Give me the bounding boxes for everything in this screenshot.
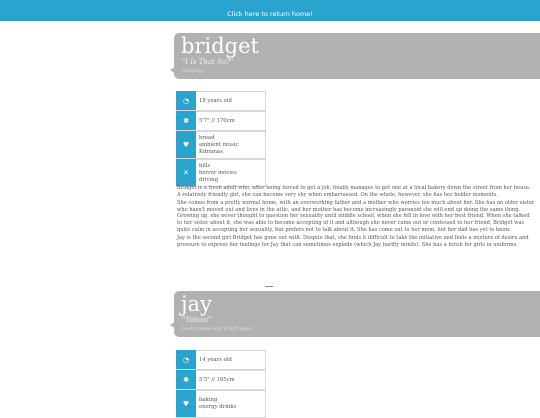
fact-line: Kdramas [199,148,223,155]
person-icon: ✽ [176,111,196,130]
fact-age [176,91,266,111]
fact-line: ambient music [199,141,239,148]
fact-age [176,350,266,370]
fact-line: 5'7" // 170cm [199,117,235,124]
character-subtitle: bushy-tailed and bright-eyed [182,327,252,332]
fact-line: horror movies [199,169,237,176]
x-icon: ✕ [176,159,196,186]
fact-line: bills [199,162,211,169]
clock-icon: ◔ [176,91,196,110]
fact-height [176,370,266,390]
bio-paragraph: Bridget is a fresh adult who, after being forced to get a job, finally manages to get one at a local bakery down the street from her house. A relatively friendly girl, she can become very shy when embarrassed. On the whole, however, she has her bolder moments. [177,185,531,198]
top-nav-bar [0,0,540,21]
character-quote: "Yahoo!" [182,316,213,324]
fact-likes [176,390,266,418]
character-name: bridget [181,34,259,58]
return-home-link[interactable]: Click here to return home! [227,10,313,18]
fact-likes [176,131,266,159]
fact-dislikes [176,159,266,187]
fact-height [176,111,266,131]
heart-icon: ♥ [176,390,196,417]
character-subtitle: fledgling [182,69,204,74]
character-name: jay [181,292,212,316]
fact-line: 14 years old [199,356,232,363]
fact-line: energy drinks [199,404,237,410]
person-icon: ✽ [176,370,196,389]
facts-list [176,350,266,418]
section-divider [265,286,273,287]
character-bio [177,185,535,250]
fact-line: bread [199,134,215,141]
heart-icon: ♥ [176,131,196,158]
fact-line: 18 years old [199,97,232,104]
bio-paragraph: Jay is the second girl Bridget has gone out with. Despite that, she finds it difficult to take the initiative and feels a mixture of desire and pressure to express her feelings for Jay that can sometimes explode (which Jay hardly minds). She has a fetish for girls in uniforms. [177,235,529,248]
facts-list [176,91,266,187]
fact-line: driving [199,176,219,183]
fact-line: 5'5" // 165cm [199,376,235,383]
character-quote: "I Is That So?" [182,58,234,66]
bio-paragraph: She comes from a pretty normal home, with an overworking father and a mother who worries too much about her. She has an older sister who hasn't moved out and lives in the attic, and her mother has become increasingly paranoid she will end up doing the same thing. Growing up, she never thought to question her sexuality until middle school, when she fell in love with her best friend. When she talked to her sister about it, she was able to become accepting of it and although she never came out or confessed to her friend, Bridget was quite calm in accepting her sexuality, but prefers not to talk about it. She has come out to her mom, but her dad has yet to know. [177,200,535,233]
clock-icon: ◔ [176,350,196,369]
fact-line: baking [199,397,218,403]
